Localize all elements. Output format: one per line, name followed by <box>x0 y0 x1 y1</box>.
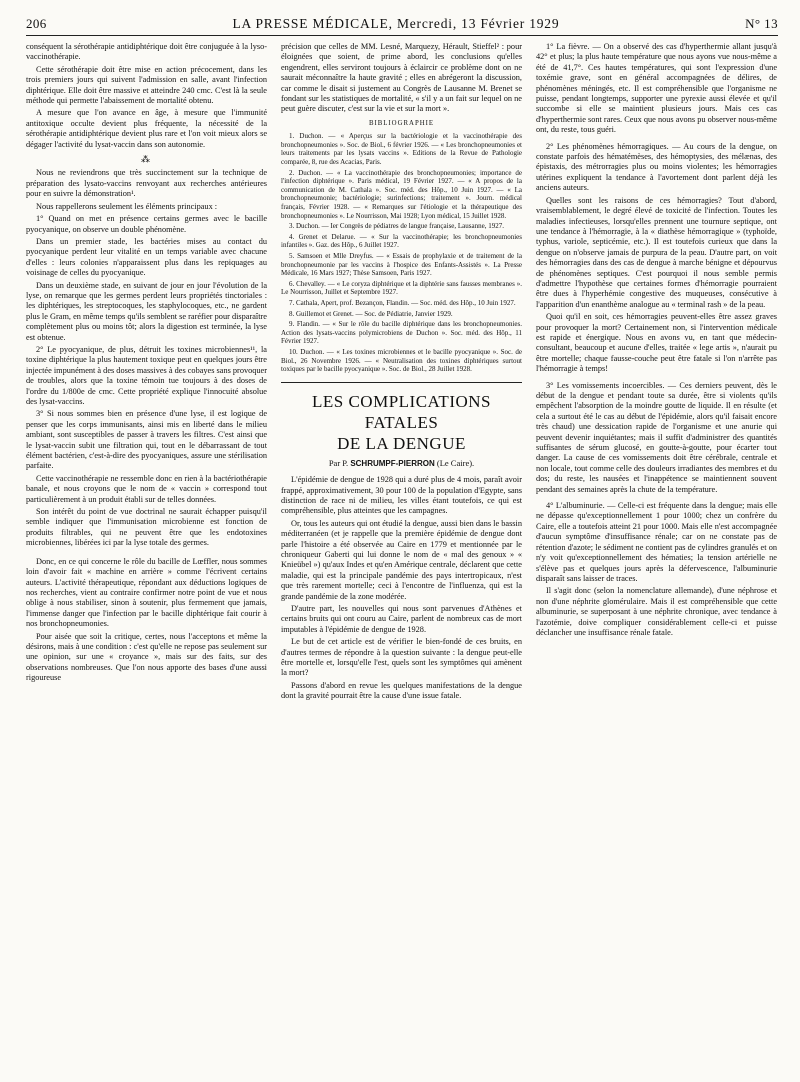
paragraph: Donc, en ce qui concerne le rôle du bacille de Lœffler, nous sommes loin d'avoir fait « machine en arrière » comme l'écrivent certains auteurs. L'activité thérapeutique, répondant aux déductions logiques de nos recherches, vient au contraire confirmer notre point de vue et nous oblige à nous stabiliser, sinon à soutenir, plus fermement que jamais, l'immense danger que l'infection par le bacille diphtérique fait courir à nos bronchopneumonies. <box>26 556 267 629</box>
section-separator: ⁂ <box>141 154 152 165</box>
paragraph: A mesure que l'on avance en âge, à mesure que l'immunité antitoxique occulte devient plus fréquente, la nécessité de la sérothérapie antidiphtérique devient plus rare et l'on voit mieux alors se dégager l'activité du lysat-vaccin dans son autonomie. <box>26 108 267 149</box>
byline-author: SCHRUMPF-PIERRON <box>350 458 435 468</box>
paragraph: Cette vaccinothérapie ne ressemble donc en rien à la bactériothérapie banale, et nous croyons que le nom de « vaccin » correspond tout particulièrement à un produit établi sur de telles données. <box>26 473 267 504</box>
paragraph: 3° Les vomissements incoercibles. — Ces derniers peuvent, dès le début de la dengue et pendant toute sa durée, être si violents qu'ils empêchent l'absorption de la moindre goutte de liquide. Il en résulte (et cela a surtout été le cas au début de l'épidémie, alors qu'il faisait encore très chaud) une dessication rapide de l'organisme et une anurie qui peuvent devenir inquiétantes; mais il suffit d'administrer des quantités suffisantes de sérum glucosé, en goutte-à-goutte, pour écarter tout danger. La cause de ces vomissements doit être cérébrale, centrale et non locale, tout comme celle des douleurs irradiantes des membres et du dos; du reste, les nausées et l'inappétence se maintiennent souvent pendant des semaines après la chute de la température. <box>536 380 777 494</box>
paragraph: Il s'agit donc (selon la nomenclature allemande), d'une néphrose et non d'une néphrite glomérulaire. Mais il est compréhensible que cette albuminurie, se superposant à une néphrite chronique, avec tendance à l'azotémie, doive compliquer considérablement celle-ci et puisse déclancher une insuffisance rénale fatale. <box>536 586 777 637</box>
bibliography-entry: 3. Duchon. — Ier Congrès de pédiatres de langue française, Lausanne, 1927. <box>289 222 504 231</box>
article-title-block <box>281 382 522 454</box>
paragraph: Son intérêt du point de vue doctrinal ne saurait échapper puisqu'il semble indiquer que l'immunisation microbienne est fonction de produits filtrables, qui ne peuvent être que les endotoxines microbiennes, libérées ici par la lyse totale des germes. <box>26 507 267 548</box>
paragraph: Nous ne reviendrons que très succinctement sur la technique de préparation des lysato-vaccins renvoyant aux recherches antérieures pour en suivre la démonstration¹. <box>26 168 267 199</box>
bibliography-entry: 10. Duchon. — « Les toxines microbiennes et le bacille pyocyanique ». Soc. de Biol., 26 Novembre 1926. — « Neutralisation des toxines diphtériques surtout toxiques par le bacille pyocyanique ». Soc. de Biol., 28 Juillet 1928. <box>281 347 522 374</box>
paragraph: 2° Le pyocyanique, de plus, détruit les toxines microbiennes¹¹, la toxine diphtérique la plus hautement toxique peut en quelques jours être injectée impunément à des doses massives à des cobayes sans provoquer de troubles, alors que la toxine témoin tue toujours à des doses de l'ordre du 1/800e de cmc. Cette propriété explique l'innocuité absolue des lysat-vaccins. <box>26 344 267 406</box>
paragraph: Le but de cet article est de vérifier le bien-fondé de ces bruits, en d'autres termes de répondre à la question suivante : la dengue peut-elle être mortelle et, lorsqu'elle l'est, quels sont les symptômes qui amènent la mort? <box>281 637 522 678</box>
paragraph: 2° Les phénomènes hémorragiques. — Au cours de la dengue, on constate parfois des hématémèses, des hémoptysies, des mélænas, des épistaxis, des métrorragies plus ou moins violentes; les hémorragies utérines expliquent la tendance à l'avortement dont parlent déjà les anciens auteurs. <box>536 141 777 193</box>
column-left <box>26 42 267 1052</box>
bibliography-entry: 2. Duchon. — « La vaccinothérapie des bronchopneumonies; importance de l'infection diphtérique ». Paris médical, 19 Février 1927. — « A propos de la communication de M. Cathala ». Soc. méd. des Hôp., 10 Juin 1927. — « La bronchopneumonie; bactériologie; surinfections; traitement ». Journ. médical français, Février 1928. — « Remarques sur l'étiologie et la thérapeutique des bronchopneumonies ». Le Nourrisson, Mai 1928; Lyon médical, 15 Juillet 1928. <box>281 168 522 220</box>
bibliography-heading: BIBLIOGRAPHIE <box>368 119 435 127</box>
paragraph: L'épidémie de dengue de 1928 qui a duré plus de 4 mois, paraît avoir frappé, approximativement, 30 pour 100 de la population d'Egypte, sans distinction de race ni de milieu, les villes étant toutefois, ce qui est compréhensible, plus atteintes que les campagnes. <box>281 475 522 516</box>
bibliography-entry: 7. Cathala, Apert, prof. Bezançon, Flandin. — Soc. méd. des Hôp., 10 Juin 1927. <box>289 298 516 307</box>
paragraph: 4° L'albuminurie. — Celle-ci est fréquente dans la dengue; mais elle ne dépasse qu'exceptionnellement 1 pour 1000; chez un confrère du Caire, elle a toutefois atteint 21 pour 1000. Mais elle n'est accompagnée d'aucun symptôme d'insuffisance rénale; car on ne constate pas de rétention d'azote; le sédiment ne contient pas de cylindres granulés et on n'y voit qu'exceptionnellement des hématies; la tension artérielle ne s'élève pas et quelques jours après la défervescence, l'albuminurie disparaît sans laisser de traces. <box>536 501 777 583</box>
article-title-line-1: LES COMPLICATIONS FATALES <box>312 391 491 432</box>
bibliography-entry: 4. Grenet et Delarue. — « Sur la vaccinothérapie; les bronchopneumonies infantiles ». Gaz. des Hôp., 6 Juillet 1927. <box>281 232 522 250</box>
paragraph: Dans un premier stade, les bactéries mises au contact du pyocyanique perdent leur vitalité en un temps variable avec chacune d'elles : leurs colonies n'apparaissent plus dans les repiquages au voisinage de celles du pyocyanique. <box>26 236 267 278</box>
paragraph: Cette sérothérapie doit être mise en action précocement, dans les trois premiers jours qui suivent l'admission en salle, avant l'infection diphtérique. Elle doit être massive et atteindre 240 cmc. C'est là la seule méthode qui permette l'abaissement de mortalité obtenu. <box>26 64 267 106</box>
column-right <box>536 42 777 1052</box>
page-number: 206 <box>26 16 47 31</box>
journal-title: LA PRESSE MÉDICALE, Mercredi, 13 Février 1929 <box>232 16 560 31</box>
paragraph: Quoi qu'il en soit, ces hémorragies peuvent-elles être assez graves pour provoquer la mort? Certainement non, si l'intervention médicale est rapide et énergique. Nous en avons vu, en tant que médecin-consultant, beaucoup et aucune d'elles, traitée « lege artis », n'aurait pu être mortelle; chaque fausse-couche peut être fatale si l'on n'arrête pas l'hémorragie à temps! <box>536 312 777 374</box>
byline-location: (Le Caire). <box>436 457 475 468</box>
paragraph: Or, tous les auteurs qui ont étudié la dengue, aussi bien dans le bassin méditerranéen (et je rappelle que la première épidémie de dengue dont parle l'histoire a été observée au Caire en 1779 et mentionnée par le chroniqueur Gaberti qui lui donne le nom de « mal des genoux » « Knieübel ») qu'aux Indes et qu'en Amérique centrale, déclarent que cette maladie, qui est la principale pandémie des pays intertropicaux, n'est que très rarement mortelle; ceci à l'encontre de l'influenza, qui est la grande pandémie de la zone modérée. <box>281 518 522 601</box>
running-header <box>26 12 778 36</box>
bibliography-entry: 1. Duchon. — « Aperçus sur la bactériologie et la vaccinothérapie des bronchopneumonies ». Soc. de Biol., 6 février 1926. — « Les bronchopneumonies et leurs traitements par les lysats vaccins ». Editions de la Revue de Pathologie comparée, 8, rue des Acacias, Paris. <box>281 132 522 167</box>
paragraph: 1° Quand on met en présence certains germes avec le bacille pyocyanique, on observe un double phénomène. <box>26 214 267 234</box>
text-columns <box>26 42 778 1052</box>
paragraph: conséquent la sérothérapie antidiphtérique doit être conjuguée à la lyso-vaccinothérapie. <box>26 42 267 62</box>
paragraph: Passons d'abord en revue les quelques manifestations de la dengue dont la gravité pourrait être la cause d'une issue fatale. <box>281 680 522 701</box>
bibliography-entry: 8. Guillemot et Grenet. — Soc. de Pédiatrie, Janvier 1929. <box>289 309 453 318</box>
paragraph: 1° La fièvre. — On a observé des cas d'hyperthermie allant jusqu'à 42° et plus; la plus haute température que nous ayons vue nous-même a été de 41,7°. Ces hautes températures, qui sont l'expression d'une toxémie grave, sont en général accompagnées de délires, de phénomènes méningés, etc. Il est compréhensible que l'organisme ne puisse, pendant longtemps, supporter une pyrexie aussi élevée et qu'il succombe si elle se maintient plusieurs jours. Mais ces cas d'hyperthermie sont rares. Ceux que nous avons pu observer nous-même ont, du reste, tous guéri. <box>536 42 777 135</box>
byline <box>281 458 522 469</box>
byline-prefix: Par P. <box>328 457 349 468</box>
article-title-line-2: DE LA DENGUE <box>337 433 466 453</box>
bibliography-entry: 5. Samsoen et Mlle Dreyfus. — « Essais de prophylaxie et de traitement de la bronchopneumonie par les vaccins à l'hospice des Enfants-Assistés ». La Presse Médicale, 16 Mars 1927; Thèse Samsoen, Paris 1927. <box>281 251 522 278</box>
paragraph: 3° Si nous sommes bien en présence d'une lyse, il est logique de penser que les corps immunisants, ainsi mis en liberté dans le milieu ambiant, sont susceptibles de passer à travers les filtres. C'est ainsi que le lysat-vaccin subit une filtration qui, tout en le débarrassant de tout élément bactérien, c'est-à-dire des pyocyaniques, assure une stérilisation parfaite. <box>26 409 267 471</box>
paragraph: D'autre part, les nouvelles qui nous sont parvenues d'Athènes et certains bruits qui ont couru au Caire, parlent de nombreux cas de mort imputables à l'épidémie de dengue de 1928. <box>281 603 522 634</box>
paragraph: Pour aisée que soit la critique, certes, nous l'acceptons et même la désirons, mais à une condition : c'est qu'elle ne repose pas seulement sur une opinion, sur une « croyance », mais sur des faits, sur des observations nombreuses. Que l'on nous apporte des bases d'une aussi rigoureuse <box>26 631 267 683</box>
column-middle <box>281 42 522 1052</box>
bibliography-entry: 9. Flandin. — « Sur le rôle du bacille diphtérique dans les bronchopneumonies. Action des lysats-vaccins polymicrobiens de Duchon ». Soc. méd. des Hôp., 11 Février 1927. <box>281 320 522 346</box>
paragraph: Quelles sont les raisons de ces hémorragies? Tout d'abord, vraisemblablement, le degré élevé de toxicité de l'infection. Toutes les maladies infectieuses, lorsqu'elles prennent une tournure septique, ont une tendance à l'hémorragie, à la « diathèse hémorragique » (typhoïde, typhus, variole, septicémie, etc.). Il est toutefois curieux que dans la dengue on n'observe jamais de purpura de la peau. D'autre part, on voit des hémorragies dans des cas de dengue à marche bénigne et dépourvus de phénomènes septiques. C'est pourquoi il nous semble permis d'admettre l'hypothèse que certaines formes d'hémorragie pourraient être dues à l'hyperhémie congestive des muqueuses, consécutive à l'apparition d'un enanthème analogue au « terminal rash » de la peau. <box>536 195 777 309</box>
paragraph: précision que celles de MM. Lesné, Marquezy, Hérault, Stieffel² : pour éloignées que soient, de prime abord, les conclusions qu'elles engendrent, elles serviront toujours à éclaircir ce problème dont on ne saurait méconnaître la haute gravité ; elles en abrégeront la discussion, car comme le disait si justement au Congrès de Lausanne M. Brenet se fondant sur les statistiques de mortalité, « s'il y a un fait sur lequel on ne peut guère discuter, c'est sur la vie et sur la mort ». <box>281 42 522 114</box>
bibliography <box>281 132 522 373</box>
paragraph: Nous rappellerons seulement les éléments principaux : <box>36 201 218 211</box>
paragraph: Dans un deuxième stade, en suivant de jour en jour l'évolution de la lyse, on remarque que les germes perdent leurs propriétés tinctoriales : les diphtériques, les streptocoques, les staphylocoques, etc., ne gardent plus le Gram, en même temps qu'ils semblent se raréfier pour disparaître complètement plus ou moins tôt; alors la digestion est terminée, la lyse est obtenue. <box>26 280 267 342</box>
issue-number: N° 13 <box>745 16 778 31</box>
bibliography-entry: 6. Chevalley. — « Le coryza diphtérique et la diphtérie sans fausses membranes ». Le Nourrisson, Juillet et Septembre 1927. <box>281 279 522 297</box>
journal-page <box>26 12 778 1072</box>
